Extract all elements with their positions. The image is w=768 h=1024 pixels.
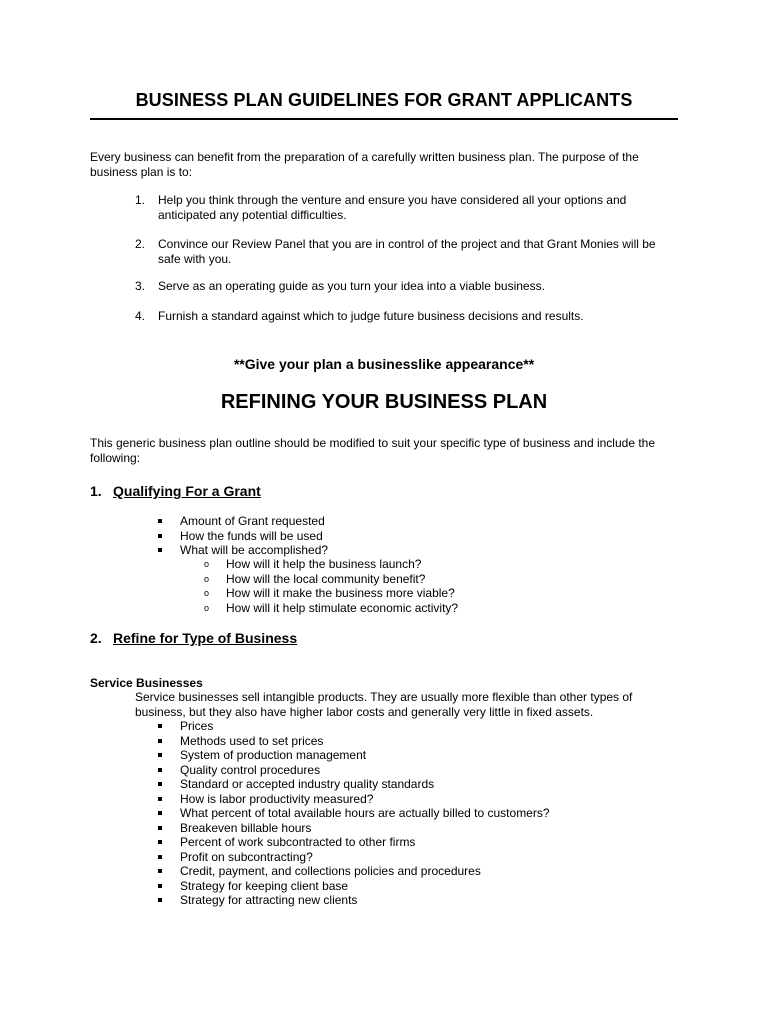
- square-bullet-icon: [158, 768, 162, 772]
- qualifying-sub-bullet-list: [204, 557, 459, 615]
- purpose-item-1: [135, 193, 675, 222]
- square-bullet-icon: [158, 826, 162, 830]
- section-number: 1.: [90, 483, 102, 499]
- square-bullet-icon: [158, 884, 162, 888]
- list-item: What will be accomplished?: [180, 543, 328, 558]
- purpose-text: Furnish a standard against which to judge future business decisions and results.: [158, 309, 584, 323]
- appearance-callout: **Give your plan a businesslike appearance**: [233, 356, 535, 372]
- square-bullet-icon: [158, 811, 162, 815]
- section-heading-refine-type: [90, 630, 297, 646]
- title-underline-rule: [90, 118, 678, 120]
- service-bullet-list: [180, 719, 550, 908]
- purpose-text: Serve as an operating guide as you turn your idea into a viable business.: [158, 279, 545, 293]
- list-item: Amount of Grant requested: [180, 514, 328, 529]
- square-bullet-icon: [158, 534, 162, 538]
- service-businesses-heading: Service Businesses: [90, 676, 203, 690]
- purpose-text: Convince our Review Panel that you are in control of the project and that Grant Monies will be safe with you.: [158, 237, 656, 266]
- square-bullet-icon: [158, 855, 162, 859]
- purpose-item-4: [135, 309, 675, 324]
- intro-paragraph: Every business can benefit from the preparation of a carefully written business plan. The purpose of the business plan is to:: [90, 150, 639, 179]
- list-item: Credit, payment, and collections policies and procedures: [180, 864, 550, 879]
- purpose-number: 3.: [135, 279, 146, 293]
- purpose-number: 4.: [135, 309, 146, 323]
- list-item: o How will it help stimulate economic activity?: [204, 600, 459, 615]
- list-item: Percent of work subcontracted to other firms: [180, 835, 550, 850]
- list-item: Strategy for keeping client base: [180, 879, 550, 894]
- section-title: Refine for Type of Business: [113, 630, 298, 646]
- purpose-item-2: [135, 237, 675, 266]
- list-item: Prices: [180, 719, 550, 734]
- list-item: How is labor productivity measured?: [180, 792, 550, 807]
- square-bullet-icon: [158, 739, 162, 743]
- list-item: System of production management: [180, 748, 550, 763]
- section-heading-qualifying: [90, 483, 261, 499]
- square-bullet-icon: [158, 869, 162, 873]
- circle-bullet-icon: o: [204, 602, 210, 613]
- purpose-item-3: [135, 279, 675, 294]
- list-item: o How will it help the business launch?: [204, 557, 422, 571]
- square-bullet-icon: [158, 797, 162, 801]
- refining-heading: REFINING YOUR BUSINESS PLAN: [220, 391, 548, 413]
- square-bullet-icon: [158, 724, 162, 728]
- square-bullet-icon: [158, 782, 162, 786]
- document-title: BUSINESS PLAN GUIDELINES FOR GRANT APPLICANTS: [135, 90, 633, 110]
- list-item: o How will it make the business more viable?: [204, 586, 455, 600]
- list-item: Standard or accepted industry quality standards: [180, 777, 550, 792]
- list-item: Strategy for attracting new clients: [180, 893, 550, 908]
- list-item: o How will the local community benefit?: [204, 571, 426, 586]
- square-bullet-icon: [158, 898, 162, 902]
- square-bullet-icon: [158, 548, 162, 552]
- section-title: Qualifying For a Grant: [113, 483, 261, 499]
- square-bullet-icon: [158, 519, 162, 523]
- circle-bullet-icon: o: [204, 559, 210, 569]
- list-item: Breakeven billable hours: [180, 821, 550, 836]
- refining-intro-paragraph: This generic business plan outline should be modified to suit your specific type of business and include the following:: [90, 436, 656, 465]
- list-item: Methods used to set prices: [180, 734, 550, 749]
- purpose-number: 1.: [135, 193, 146, 207]
- list-item: How the funds will be used: [180, 529, 328, 544]
- purpose-text: Help you think through the venture and ensure you have considered all your options and anticipated any potential difficulties.: [158, 193, 627, 222]
- list-item: Quality control procedures: [180, 763, 550, 778]
- square-bullet-icon: [158, 840, 162, 844]
- service-intro-paragraph: Service businesses sell intangible products. They are usually more flexible than other types of business, but they also have higher labor costs and generally very little in fixed assets.: [135, 690, 633, 719]
- circle-bullet-icon: o: [204, 573, 210, 584]
- list-item: Profit on subcontracting?: [180, 850, 550, 865]
- qualifying-bullet-list: [180, 514, 328, 558]
- section-number: 2.: [90, 630, 102, 646]
- circle-bullet-icon: o: [204, 588, 210, 598]
- purpose-number: 2.: [135, 237, 146, 251]
- square-bullet-icon: [158, 753, 162, 757]
- list-item: What percent of total available hours are actually billed to customers?: [180, 806, 550, 821]
